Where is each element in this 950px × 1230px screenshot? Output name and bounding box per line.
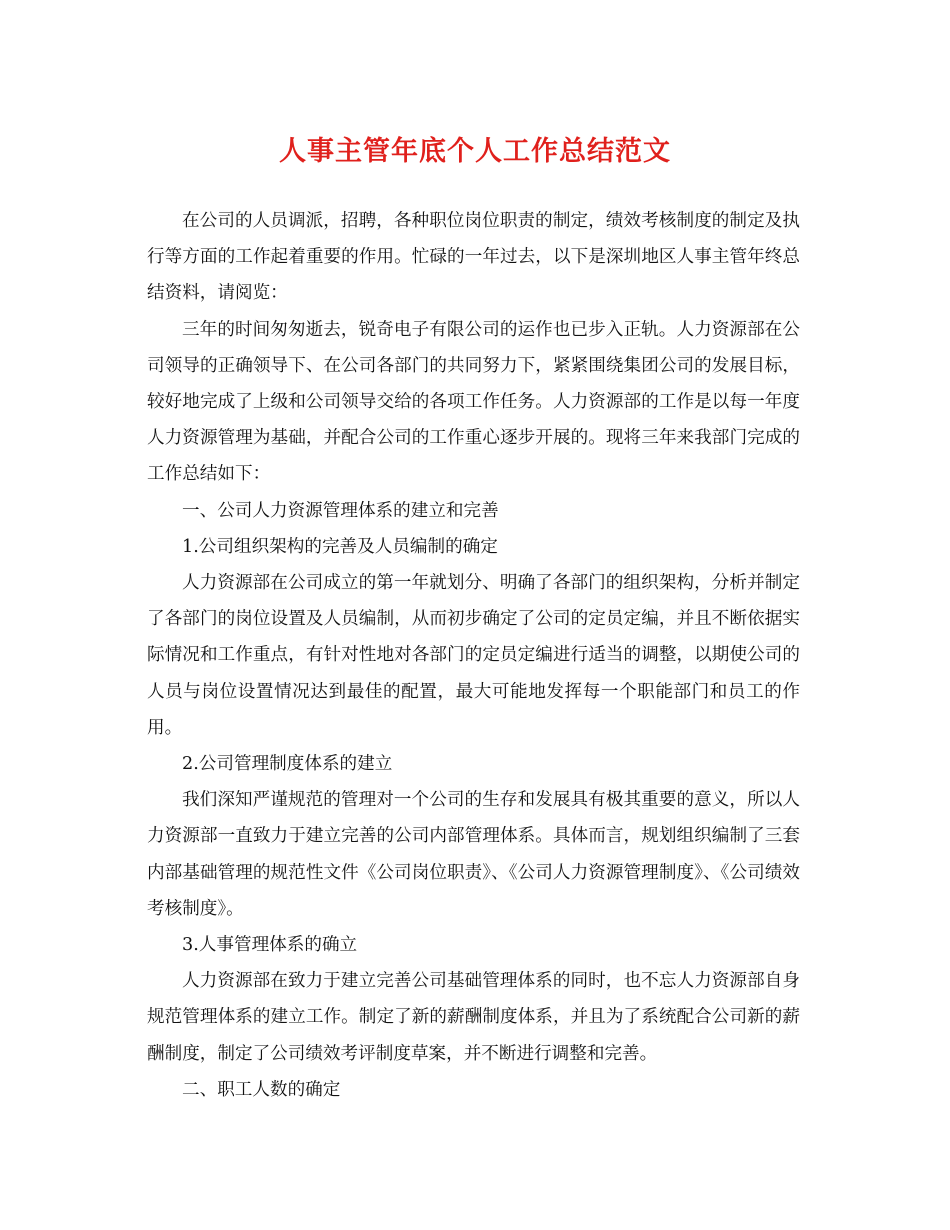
section-heading-1: 一、公司人力资源管理体系的建立和完善 <box>182 500 499 521</box>
overview-paragraph: 三年的时间匆匆逝去，锐奇电子有限公司的运作也已步入正轨。人力资源部在公司领导的正确领导下、在公司各部门的共同努力下，紧紧围绕集团公司的发展目标，较好地完成了上级和公司领导交给的各项工作任务。人力资源部的工作是以每一年度人力资源管理为基础，并配合公司的工作重心逐步开展的。现将三年来我部门完成的工作总结如下： <box>147 319 800 485</box>
subsection-heading-1-1: 1.公司组织架构的完善及人员编制的确定 <box>182 536 498 557</box>
document-title: 人事主管年底个人工作总结范文 <box>279 136 671 167</box>
document-body <box>147 203 800 1108</box>
management-system-paragraph: 我们深知严谨规范的管理对一个公司的生存和发展具有极其重要的意义，所以人力资源部一直致力于建立完善的公司内部管理体系。具体而言，规划组织编制了三套内部基础管理的规范性文件《公司岗位职责》、《公司人力资源管理制度》、《公司绩效考核制度》。 <box>147 790 800 919</box>
section-heading-2: 二、职工人数的确定 <box>182 1079 341 1100</box>
org-structure-paragraph: 人力资源部在公司成立的第一年就划分、明确了各部门的组织架构，分析并制定了各部门的岗位设置及人员编制，从而初步确定了公司的定员定编，并且不断依据实际情况和工作重点，有针对性地对各部门的定员定编进行适当的调整，以期使公司的人员与岗位设置情况达到最佳的配置，最大可能地发挥每一个职能部门和员工的作用。 <box>147 573 800 738</box>
intro-paragraph: 在公司的人员调派，招聘，各种职位岗位职责的制定，绩效考核制度的制定及执行等方面的工作起着重要的作用。忙碌的一年过去，以下是深圳地区人事主管年终总结资料，请阅览： <box>147 211 800 304</box>
subsection-heading-1-2: 2.公司管理制度体系的建立 <box>182 754 393 775</box>
hr-system-paragraph: 人力资源部在致力于建立完善公司基础管理体系的同时，也不忘人力资源部自身规范管理体系的建立工作。制定了新的薪酬制度体系，并且为了系统配合公司新的薪酬制度，制定了公司绩效考评制度草案，并不断进行调整和完善。 <box>147 971 800 1064</box>
subsection-heading-1-3: 3.人事管理体系的确立 <box>182 935 358 956</box>
